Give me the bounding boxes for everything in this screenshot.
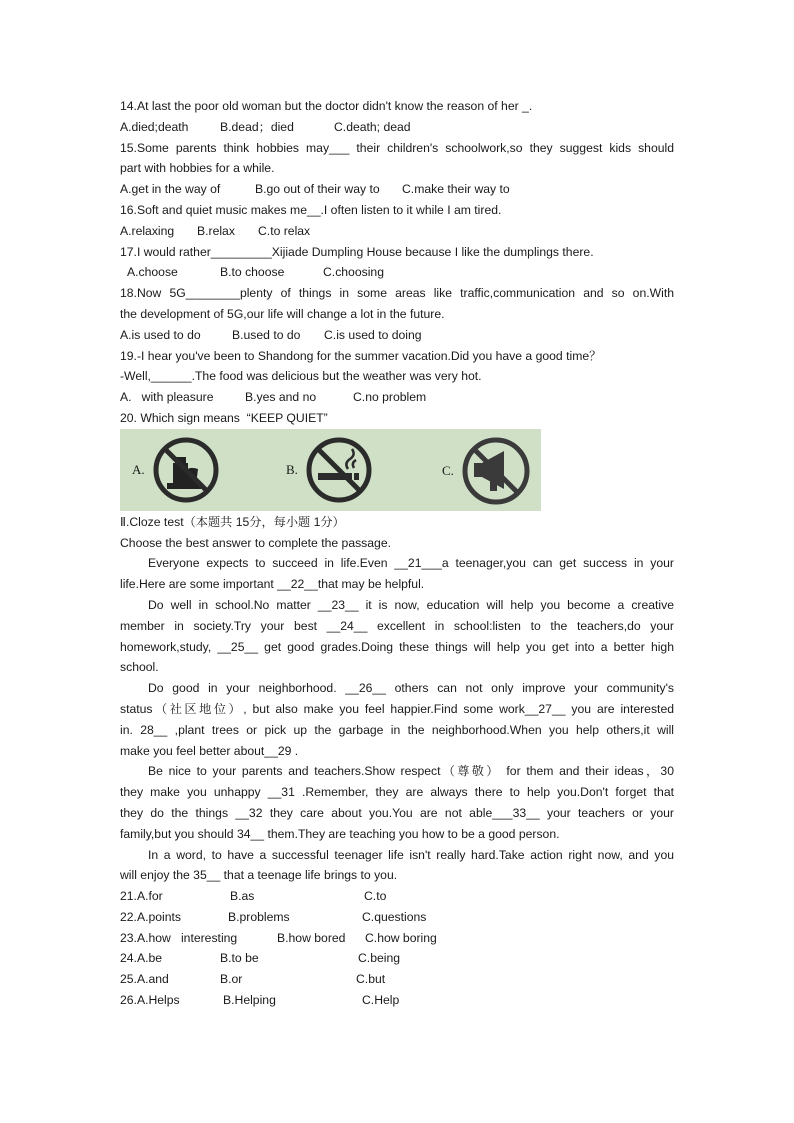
sign-options-panel xyxy=(120,429,541,511)
passage-paragraph-3 xyxy=(120,678,674,761)
answer-option-c: C.but xyxy=(356,972,386,987)
passage-line: family,but you should 34__ them.They are teaching you how to be a good person. xyxy=(120,826,560,841)
q19-options xyxy=(120,387,674,408)
q18-line1: 18.Now 5G________plenty of things in some areas like traffic,communication and so on.With xyxy=(120,286,674,301)
q16-options xyxy=(120,221,674,242)
no-smoking-sign-icon xyxy=(304,435,374,505)
q14-option-c: C.death; dead xyxy=(334,119,411,134)
q16-option-a: A.relaxing xyxy=(120,223,175,238)
answer-option-a: 26.A.Helps xyxy=(120,993,180,1008)
content xyxy=(120,96,674,1011)
sign-c-label: C. xyxy=(442,462,454,478)
answer-option-b: B.Helping xyxy=(223,993,276,1008)
passage-line: school. xyxy=(120,660,159,675)
answer-row xyxy=(120,928,674,949)
answer-options-list xyxy=(120,886,674,1011)
sign-a-label: A. xyxy=(132,461,145,477)
q18-option-b: B.used to do xyxy=(232,327,301,342)
answer-option-b: B.how bored xyxy=(277,930,346,945)
section-title: Ⅱ.Cloze test（本题共 15分，每小题 1分） xyxy=(120,514,345,529)
passage-line: homework,study, __25__ get good grades.Doing these things will help you get into a better high xyxy=(120,639,674,654)
q15-line1: 15.Some parents think hobbies may___ their children's schoolwork,so they suggest kids should xyxy=(120,140,674,155)
passage-paragraph-4 xyxy=(120,761,674,844)
passage-line: life.Here are some important __22__that may be helpful. xyxy=(120,577,425,592)
q15-option-b: B.go out of their way to xyxy=(255,182,380,197)
passage-line: Do well in school.No matter __23__ it is now, education will help you become a creative xyxy=(148,597,674,612)
q18-options xyxy=(120,325,674,346)
passage-paragraph-2 xyxy=(120,595,674,678)
q14-option-a: A.died;death xyxy=(120,119,189,134)
q19-line1: 19.-I hear you've been to Shandong for the summer vacation.Did you have a good time？ xyxy=(120,348,602,363)
passage-line: Be nice to your parents and teachers.Show respect（尊敬） for them and their ideas，30 xyxy=(148,764,674,779)
sign-b-label: B. xyxy=(286,461,298,477)
q15-option-c: C.make their way to xyxy=(402,182,510,197)
q15-option-a: A.get in the way of xyxy=(120,182,221,197)
answer-row xyxy=(120,886,674,907)
answer-row xyxy=(120,969,674,990)
q17-option-a: A.choose xyxy=(127,265,178,280)
q14-stem: 14.At last the poor old woman but the doctor didn't know the reason of her _. xyxy=(120,99,533,113)
q14-option-b: B.dead；died xyxy=(220,119,294,134)
passage-line: they do the things __32 they care about you.You are not able___33__ your teachers or your xyxy=(120,805,674,820)
passage-line: they make you unhappy __31 .Remember, they are always there to help you.Don't forget that xyxy=(120,785,674,800)
no-loudspeaker-sign-icon xyxy=(460,435,532,507)
q18-line2: the development of 5G,our life will change a lot in the future. xyxy=(120,306,445,321)
q17-stem: 17.I would rather_________Xijiade Dumpling House because I like the dumplings there. xyxy=(120,244,594,259)
passage-line: will enjoy the 35__ that a teenage life brings to you. xyxy=(120,868,398,883)
section-instruction: Choose the best answer to complete the passage. xyxy=(120,535,391,550)
answer-option-a: 25.A.and xyxy=(120,972,169,987)
no-food-drink-sign-icon xyxy=(151,435,221,505)
passage-line: status（社区地位）, but also make you feel happier.Find some work__27__ you are interested xyxy=(120,701,674,716)
passage-line: make you feel better about__29 . xyxy=(120,743,299,758)
q15-line2: part with hobbies for a while. xyxy=(120,161,275,176)
passage-line: in. 28__ ,plant trees or pick up the garbage in the neighborhood.When you help others,it will xyxy=(120,722,674,737)
q20-stem: 20. Which sign means “KEEP QUIET” xyxy=(120,410,328,425)
q18-stem xyxy=(120,283,674,325)
answer-option-c: C.questions xyxy=(362,909,427,924)
passage-line: Everyone expects to succeed in life.Even __21___a teenager,you can get success in your xyxy=(148,556,674,571)
sign-option-a xyxy=(132,435,221,505)
q18-option-c: C.is used to doing xyxy=(324,327,422,342)
q19-line2: -Well,______.The food was delicious but the weather was very hot. xyxy=(120,369,482,384)
answer-row xyxy=(120,990,674,1011)
q16-stem: 16.Soft and quiet music makes me__.I often listen to it while I am tired. xyxy=(120,202,502,217)
q17-option-b: B.to choose xyxy=(220,265,285,280)
q17-options xyxy=(120,262,674,283)
q16-option-b: B.relax xyxy=(197,223,235,238)
answer-option-c: C.being xyxy=(358,951,401,966)
answer-option-a: 23.A.how interesting xyxy=(120,930,238,945)
passage-line: In a word, to have a successful teenager life isn't really hard.Take action right now, and you xyxy=(148,847,674,862)
sign-option-b xyxy=(286,435,374,505)
answer-option-b: B.or xyxy=(220,972,243,987)
answer-row xyxy=(120,907,674,928)
q18-option-a: A.is used to do xyxy=(120,327,201,342)
q17-option-c: C.choosing xyxy=(323,265,384,280)
passage-paragraph-1 xyxy=(120,553,674,595)
passage-line: Do good in your neighborhood. __26__ others can not only improve your community's xyxy=(148,681,674,696)
q15-options xyxy=(120,179,674,200)
q15-stem xyxy=(120,138,674,180)
q14-options xyxy=(120,117,674,138)
answer-option-c: C.Help xyxy=(362,993,400,1008)
answer-option-b: B.as xyxy=(230,889,255,904)
passage-line: member in society.Try your best __24__ excellent in school:listen to the teachers,do your xyxy=(120,618,674,633)
q19-option-a: A. with pleasure xyxy=(120,390,214,405)
answer-option-b: B.problems xyxy=(228,909,290,924)
q16-option-c: C.to relax xyxy=(258,223,311,238)
passage-paragraph-5 xyxy=(120,845,674,887)
q19-option-c: C.no problem xyxy=(353,390,427,405)
answer-option-a: 24.A.be xyxy=(120,951,163,966)
answer-option-a: 22.A.points xyxy=(120,909,181,924)
answer-option-c: C.how boring xyxy=(365,930,437,945)
sign-option-c xyxy=(442,435,532,507)
answer-option-b: B.to be xyxy=(220,951,259,966)
answer-row xyxy=(120,948,674,969)
answer-option-a: 21.A.for xyxy=(120,889,163,904)
q19-option-b: B.yes and no xyxy=(245,390,317,405)
answer-option-c: C.to xyxy=(364,889,387,904)
